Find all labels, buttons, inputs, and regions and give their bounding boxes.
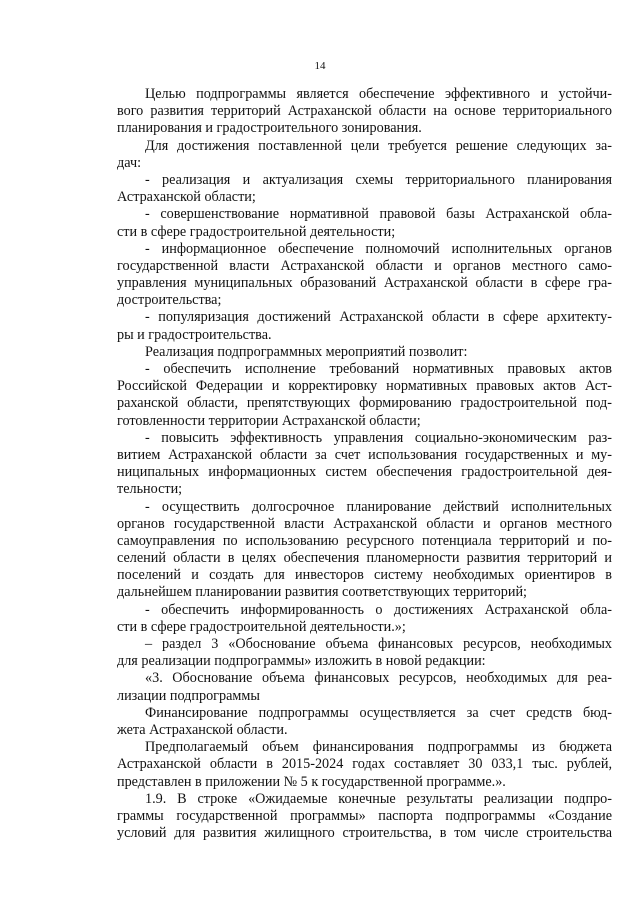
text-line: органов государственной власти Астраханской области и органов местного xyxy=(117,515,612,532)
text-line: управления муниципальных образований Астраханской области в сфере гра- xyxy=(117,275,612,292)
text-line: - обеспечить информированность о достижениях Астраханской обла- xyxy=(145,601,612,618)
text-line: жета Астраханской области. xyxy=(117,721,288,738)
text-line: ры и градостроительства. xyxy=(117,326,272,343)
text-line: - реализация и актуализация схемы территориального планирования xyxy=(145,171,612,188)
text-line: Предполагаемый объем финансирования подпрограммы из бюджета xyxy=(145,739,612,756)
text-line: – раздел 3 «Обоснование объема финансовых ресурсов, необходимых xyxy=(145,636,612,652)
text-line: Астраханской области в 2015-2024 годах составляет 30 033,1 тыс. рублей, xyxy=(117,756,612,773)
text-line: тельности; xyxy=(117,481,183,498)
text-line: условий для развития жилищного строительства, в том числе строительства xyxy=(117,825,612,842)
page-number: 14 xyxy=(314,60,326,72)
text-line: планирования и градостроительного зонирования. xyxy=(117,120,422,137)
text-line: Целью подпрограммы является обеспечение эффективного и устойчи- xyxy=(145,86,612,102)
text-line: Для достижения поставленной цели требуется решение следующих за- xyxy=(145,137,612,154)
text-line: самоуправления по использованию ресурсного потенциала территорий и по- xyxy=(117,532,612,549)
text-line: государственной власти Астраханской области и органов местного само- xyxy=(117,257,612,274)
text-line: дальнейшем планировании развития соответствующих территорий; xyxy=(117,584,527,601)
text-line: готовленности территории Астраханской области; xyxy=(117,412,421,429)
text-line: - информационное обеспечение полномочий исполнительных органов xyxy=(145,240,612,257)
text-line: раханской области, препятствующих формированию градостроительной под- xyxy=(117,395,612,412)
text-line: 1.9. В строке «Ожидаемые конечные результаты реализации подпро- xyxy=(145,790,612,807)
text-line: сти в сфере градостроительной деятельности; xyxy=(117,223,396,240)
text-line: вого развития территорий Астраханской области на основе территориального xyxy=(117,103,612,120)
text-line: Финансирование подпрограммы осуществляется за счет средств бюд- xyxy=(145,704,612,721)
text-line: селений области в целях обеспечения планомерности развития территорий и xyxy=(117,550,612,567)
text-line: граммы государственной программы» паспорта подпрограммы «Создание xyxy=(117,807,612,824)
text-line: Реализация подпрограммных мероприятий позволит: xyxy=(145,343,468,360)
text-line: поселений и создать для инвесторов систему необходимых ориентиров в xyxy=(117,567,612,584)
text-line: достроительства; xyxy=(117,292,222,309)
text-line: Российской Федерации и корректировку нормативных правовых актов Аст- xyxy=(117,378,612,395)
document-body xyxy=(117,86,612,842)
text-line: - осуществить долгосрочное планирование действий исполнительных xyxy=(145,498,612,515)
text-line: для реализации подпрограммы» изложить в новой редакции: xyxy=(117,653,486,670)
text-line: ниципальных информационных систем обеспечения градостроительной дея- xyxy=(117,464,612,481)
text-line: лизации подпрограммы xyxy=(117,687,260,704)
text-line: - обеспечить исполнение требований нормативных правовых актов xyxy=(145,361,612,377)
text-line: - повысить эффективность управления социально-экономическим раз- xyxy=(145,429,612,446)
text-line: «3. Обоснование объема финансовых ресурсов, необходимых для реа- xyxy=(145,670,612,687)
text-line: Астраханской области; xyxy=(117,189,256,206)
text-line: - популяризация достижений Астраханской области в сфере архитекту- xyxy=(145,309,612,326)
text-line: витием Астраханской области за счет использования государственных и му- xyxy=(117,446,612,463)
text-line: дач: xyxy=(117,154,142,171)
text-line: представлен в приложении № 5 к государственной программе.». xyxy=(117,773,506,790)
text-line: сти в сфере градостроительной деятельности.»; xyxy=(117,618,406,635)
text-line: - совершенствование нормативной правовой базы Астраханской обла- xyxy=(145,206,612,223)
